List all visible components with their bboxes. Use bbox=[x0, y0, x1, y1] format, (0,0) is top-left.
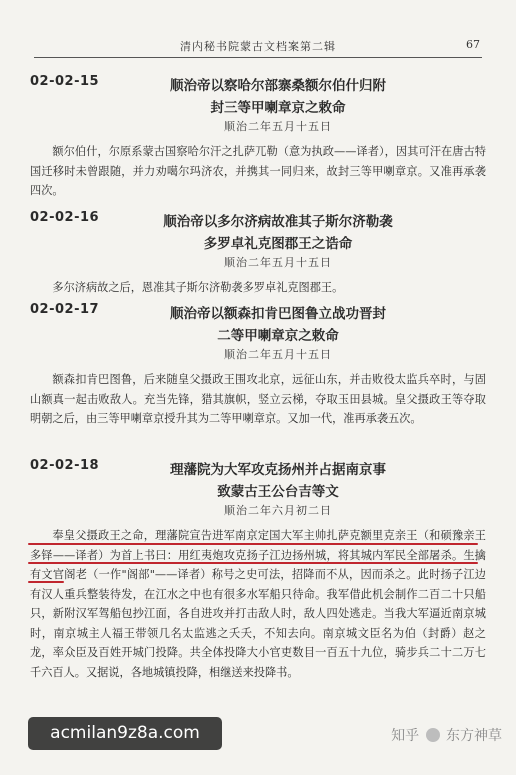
entry-code: 02-02-17 bbox=[30, 302, 100, 317]
zhihu-watermark bbox=[391, 725, 502, 745]
entry-title-line1: 顺治帝以多尔济病故准其子斯尔济勒袭 bbox=[163, 214, 393, 230]
entry-code: 02-02-15 bbox=[30, 74, 100, 89]
entry-02-02-17 bbox=[30, 302, 486, 429]
entry-title-line1: 理藩院为大军攻克扬州并占据南京事 bbox=[170, 462, 386, 478]
entry-02-02-18 bbox=[30, 458, 486, 682]
at-icon bbox=[426, 728, 440, 742]
entry-body: 多尔济病故之后，恩准其子斯尔济勒袭多罗卓礼克图郡王。 bbox=[52, 281, 344, 294]
red-underline-2 bbox=[28, 562, 478, 564]
entry-date: 顺治二年五月十五日 bbox=[224, 256, 332, 269]
entry-date: 顺治二年六月初二日 bbox=[224, 504, 332, 517]
entry-title-line1: 顺治帝以额森扣肯巴图鲁立战功晋封 bbox=[170, 306, 386, 322]
entry-title-line2: 二等甲喇章京之敕命 bbox=[217, 328, 339, 344]
entry-02-02-16 bbox=[30, 210, 486, 298]
site-watermark: acmilan9z8a.com bbox=[28, 717, 222, 750]
entry-title-line2: 致蒙古王公台吉等文 bbox=[217, 484, 339, 500]
entry-date: 顺治二年五月十五日 bbox=[224, 348, 332, 361]
red-underline-1 bbox=[28, 543, 478, 545]
entry-title-line2: 多罗卓礼克图郡王之诰命 bbox=[203, 236, 353, 252]
entry-body: 奉皇父摄政王之命，理藩院宣告进军南京定国大军主帅扎萨克额里克亲王（和硕豫亲王多铎——译者）为首上书曰：用红夷炮攻克扬子江边扬州城，将其城内军民全部屠杀。生擒有文官阁老（一作"阁部"——译者）称号之史可法，招降而不从，因而杀之。此时扬子江边有汉人重兵整装待发，在江水之中也有很多水军船只待命。我军借此机会制作二百二十只船只，新附汉军驾船包抄江面，各自进攻并打击敌人时，敌人四处逃走。当我大军逼近南京城时，南京城主人福王带领几名太监逃之夭夭，不知去向。南京城文臣名为伯（封爵）赵之龙，率众臣及百姓开城门投降。共全体投降大小官吏数目一百五十九位，骑步兵二十二万七千六百人。又据说，各地城镇投降，相继送来投降书。 bbox=[30, 529, 486, 679]
header-rule bbox=[34, 57, 482, 58]
entry-title-line1: 顺治帝以察哈尔部寨桑额尔伯什归附 bbox=[170, 78, 386, 94]
author-name: 东方神草 bbox=[446, 728, 502, 744]
red-underline-3 bbox=[28, 581, 64, 583]
entry-title-line2: 封三等甲喇章京之敕命 bbox=[210, 100, 346, 116]
entry-body: 额森扣肯巴图鲁，后来随皇父摄政王围攻北京，远征山东，并击败役太监兵卒时，与固山额真一起击败敌人。充当先锋，猎其旗帜，竖立云梯，夺取玉田县城。皇父摄政王等夺取明朝之后，由三等甲喇章京授升其为二等甲喇章京。又加一代，准再承袭五次。 bbox=[30, 373, 486, 425]
running-title: 清内秘书院蒙古文档案第二辑 bbox=[180, 40, 336, 53]
entry-code: 02-02-16 bbox=[30, 210, 100, 225]
entry-code: 02-02-18 bbox=[30, 458, 100, 473]
entry-date: 顺治二年五月十五日 bbox=[224, 120, 332, 133]
entry-02-02-15 bbox=[30, 74, 486, 201]
page-number: 67 bbox=[466, 38, 480, 51]
zhihu-brand: 知乎 bbox=[391, 728, 420, 744]
entry-body: 额尔伯什，尔原系蒙古国察哈尔汗之扎萨兀勒（意为执政——译者），因其可汗在唐古特国迁移时未曾跟随，并力劝噶尔玛济农，并携其一同归来，故封三等甲喇章京。又准再承袭四次。 bbox=[30, 145, 486, 197]
